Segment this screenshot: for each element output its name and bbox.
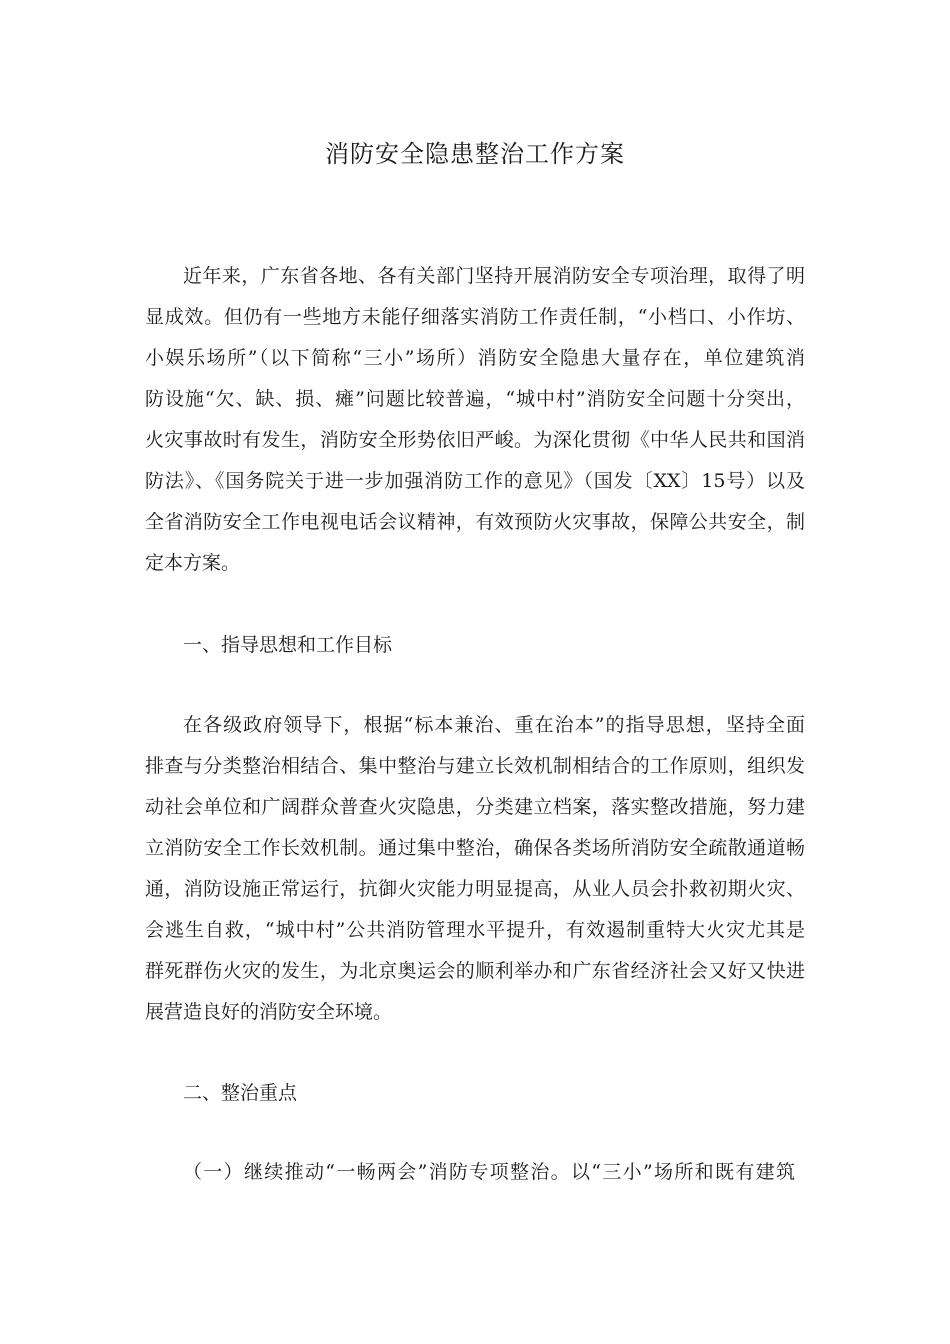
paragraph-line: 排查与分类整治相结合、集中整治与建立长效机制相结合的工作原则，组织发 <box>145 755 805 777</box>
paragraph-line: 群死群伤火灾的发生，为北京奥运会的顺利举办和广东省经济社会又好又快进 <box>145 960 805 982</box>
document-title: 消防安全隐患整治工作方案 <box>325 140 625 168</box>
paragraph-line: 通，消防设施正常运行，抗御火灾能力明显提高，从业人员会扑救初期火灾、 <box>145 878 805 900</box>
paragraph-line: 全省消防安全工作电视电话会议精神，有效预防火灾事故，保障公共安全，制 <box>145 511 805 533</box>
section-heading: 一、指导思想和工作目标 <box>183 634 393 656</box>
paragraph-line: 防设施“欠、缺、损、瘫”问题比较普遍，“城中村”消防安全问题十分突出， <box>145 388 805 410</box>
paragraph-line: 小娱乐场所”（以下简称“三小”场所）消防安全隐患大量存在，单位建筑消 <box>145 347 805 369</box>
paragraph-line: 会逃生自救，“城中村”公共消防管理水平提升，有效遏制重特大火灾尤其是 <box>145 919 805 941</box>
paragraph-line: 显成效。但仍有一些地方未能仔细落实消防工作责任制，“小档口、小作坊、 <box>145 306 805 328</box>
paragraph-line: 立消防安全工作长效机制。通过集中整治，确保各类场所消防安全疏散通道畅 <box>145 837 805 859</box>
paragraph-line: 在各级政府领导下，根据“标本兼治、重在治本”的指导思想，坚持全面 <box>183 714 805 736</box>
paragraph-line: 近年来，广东省各地、各有关部门坚持开展消防安全专项治理，取得了明 <box>183 265 805 287</box>
paragraph-line: 防法》、《国务院关于进一步加强消防工作的意见》（国发〔XX〕15号）以及 <box>145 470 805 492</box>
paragraph-line: 展营造良好的消防安全环境。 <box>145 1001 393 1023</box>
paragraph-line: 动社会单位和广阔群众普查火灾隐患，分类建立档案，落实整改措施，努力建 <box>145 796 805 818</box>
paragraph-line: 定本方案。 <box>145 552 241 574</box>
paragraph-line: （一）继续推动“一畅两会”消防专项整治。以“三小”场所和既有建筑 <box>183 1161 795 1183</box>
section-heading: 二、整治重点 <box>183 1082 298 1104</box>
paragraph-line: 火灾事故时有发生，消防安全形势依旧严峻。为深化贯彻《中华人民共和国消 <box>145 429 805 451</box>
